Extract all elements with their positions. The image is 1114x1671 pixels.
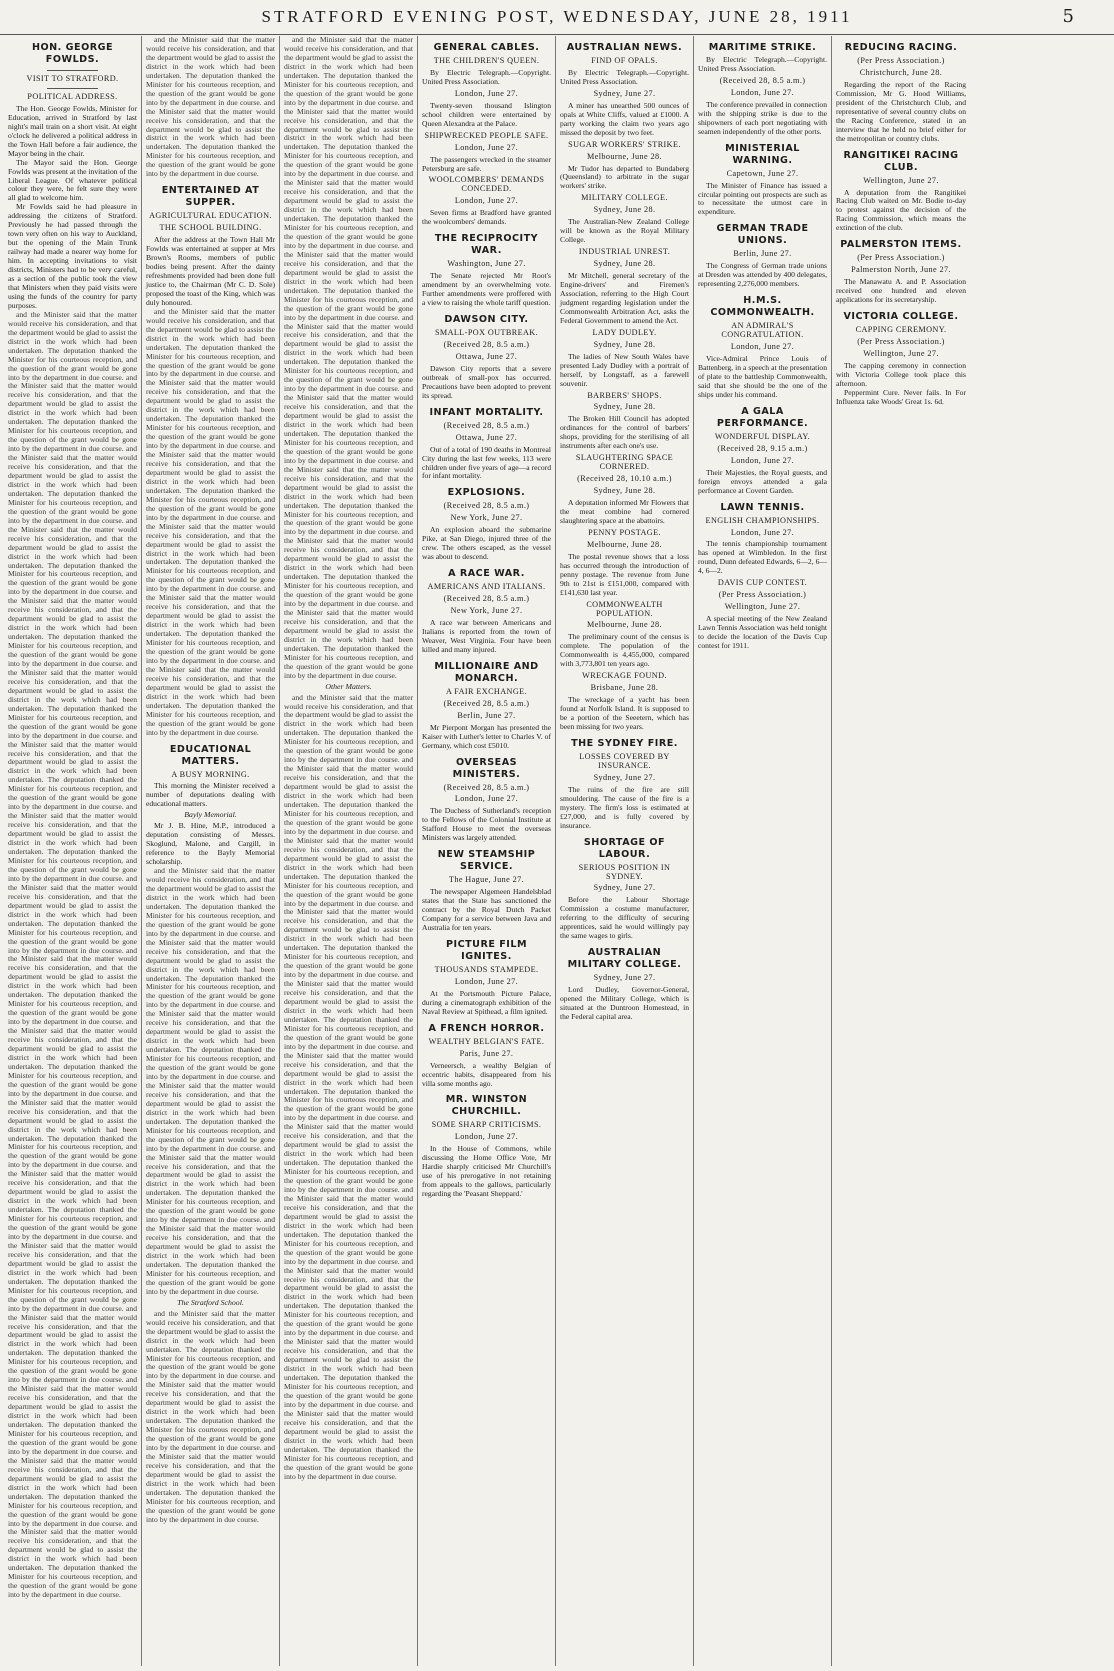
divider [47, 70, 99, 71]
dateline: London, June 27. [730, 87, 795, 97]
paragraph: This morning the Minister received a number of deputations dealing with educational matters. [146, 781, 275, 809]
headline-french: A FRENCH HORROR. [428, 1022, 545, 1034]
dateline: Sydney, June 27. [593, 88, 656, 98]
column-5 [556, 36, 694, 1666]
paragraph: The Hon. George Fowlds, Minister for Education, arrived in Stratford by last night's mail train on a short visit. At eight o'clock he delivered a political address in the Town Hall before a fair audience, the Mayor being in the chair. [8, 103, 137, 158]
received: (Received 28, 10.10 a.m.) [577, 474, 672, 484]
dateline: Paris, June 27. [459, 1048, 514, 1058]
paragraph: Mr Tudor has departed to Bundaberg (Queensland) to arbitrate in the sugar workers' strike. [560, 163, 689, 191]
subhead: POLITICAL ADDRESS. [27, 91, 118, 101]
dateline: Melbourne, June 28. [587, 539, 662, 549]
dateline: Sydney, June 28. [593, 402, 656, 412]
dateline: London, June 27. [730, 455, 795, 465]
headline-millionaire: MILLIONAIRE AND MONARCH. [434, 660, 539, 684]
dateline: Berlin, June 27. [457, 710, 516, 720]
paragraph: The Senate rejected Mr Root's amendment by an overwhelming vote. Further amendments were proffered with a view to raising the whole tariff question. [422, 271, 551, 308]
dateline: Sydney, June 27. [593, 973, 656, 983]
dateline: London, June 27. [730, 527, 795, 537]
received: (Received 28, 8.5 a.m.) [443, 501, 530, 511]
subhead: FIND OF OPALS. [591, 56, 658, 65]
credit: By Electric Telegraph.—Copyright. United Press Association. [698, 55, 827, 73]
divider [47, 88, 99, 89]
dateline: Melbourne, June 28. [587, 151, 662, 161]
subhead: VISIT TO STRATFORD. [26, 74, 119, 83]
subhead: THE SCHOOL BUILDING. [159, 223, 262, 233]
subhead: CAPPING CEREMONY. [855, 325, 947, 335]
dateline: Wellington, June 27. [863, 175, 939, 185]
received: (Received 28, 8.5 a.m.) [443, 782, 530, 792]
paragraph: A race war between Americans and Italians is reported from the town of Weaver, West Virginia. Four have been killed and many injured. [422, 617, 551, 654]
subhead: SUGAR WORKERS' STRIKE. [568, 139, 681, 149]
dateline: The Hague, June 27. [448, 875, 525, 885]
dateline: Wellington, June 27. [863, 348, 939, 358]
paragraph: Mr Mitchell, general secretary of the Engine-drivers' and Firemen's Association, referring to the High Court judgment regarding legislation under the Commonwealth Arbitration Act, asks the Federal Government to amend the Act. [560, 271, 689, 325]
subhead: WEALTHY BELGIAN'S FATE. [428, 1036, 545, 1046]
paragraph: and the Minister said that the matter would receive his consideration, and that the department would be glad to assist the district in the work which had been undertaken. The deputation thanked the Minister for his courteous reception, and the question of the grant would be gone into by the department in due course. and the Minister said that the matter would receive his consideration, and that the department would be glad to assist the district in the work which had been undertaken. The deputation thanked the Minister for his courteous reception, and the question of the grant would be gone into by the department in due course. and the Minister said that the matter would receive his consideration, and that the department would be glad to assist the district in the work which had been undertaken. The deputation thanked the Minister for his courteous reception, and the question of the grant would be gone into by the department in due course. and the Minister said that the matter would receive his consideration, and that the department would be glad to assist the district in the work which had been undertaken. The deputation thanked the Minister for his courteous reception, and the question of the grant would be gone into by the department in due course. and the Minister said that the matter would receive his consideration, and that the department would be glad to assist the district in the work which had been undertaken. The deputation thanked the Minister for his courteous reception, and the question of the grant would be gone into by the department in due course. and the Minister said that the matter would receive his consideration, and that the department would be glad to assist the district in the work which had been undertaken. The deputation thanked the Minister for his courteous reception, and the question of the grant would be gone into by the department in due course. [146, 866, 275, 1296]
dateline: London, June 27. [454, 88, 519, 98]
credit: (Per Press Association.) [857, 56, 945, 65]
paragraph: The Australian-New Zealand College will be known as the Royal Military College. [560, 217, 689, 245]
paragraph: The postal revenue shows that a loss has occurred through the introduction of penny postage. The revenue from June 9th to 21st is £151,000, compared with £141,630 last year. [560, 551, 689, 597]
paragraph: The preliminary count of the census is complete. The population of the Commonwealth is 4,455,000, compared with 3,773,801 ten years ago. [560, 632, 689, 669]
paragraph: Mr Fowlds said he had pleasure in addressing the citizens of Stratford. Previously he had passed through the town very often on his way to Auckland, but the opening of the Main Trunk railway had made a nearer way home for him. In accepting invitations to visit districts, Ministers had to be very careful, as a section of the public took the view that Ministers when they paid visits were using the funds of the country for party purposes. [8, 202, 137, 310]
subhead: SMALL-POX OUTBREAK. [434, 328, 539, 338]
headline-churchill: MR. WINSTON CHURCHILL. [445, 1094, 528, 1118]
paragraph: The Congress of German trade unions at Dresden was attended by 400 delegates, representing 2,276,000 members. [698, 261, 827, 289]
paragraph: An explosion aboard the submarine Pike, at San Diego, injured three of the crew. The others escaped, as the vessel was about to descend. [422, 525, 551, 562]
subhead: INDUSTRIAL UNREST. [578, 247, 671, 257]
paragraph: The conference prevailed in connection with the shipping strike is due to the shipowners of each port negotiating with seamen independently of the other ports. [698, 99, 827, 136]
headline-overseas: OVERSEAS MINISTERS. [452, 756, 521, 780]
masthead [0, 0, 1114, 35]
paragraph: The passengers wrecked in the steamer Petersburg are safe. [422, 154, 551, 173]
headline-racing: REDUCING RACING. [844, 42, 958, 53]
paragraph: Before the Labour Shortage Commission a costume manufacturer, referring to the difficulty of securing apprentices, said he would willingly pay the same wages to girls. [560, 895, 689, 941]
subhead: A FAIR EXCHANGE. [445, 686, 528, 696]
dateline: Washington, June 27. [447, 259, 526, 269]
paragraph: The Mayor said the Hon. George Fowlds was present at the invitation of the Liberal League. Of whatever political colour they were, he felt sure they were all glad to welcome him. [8, 157, 137, 203]
headline-infant: INFANT MORTALITY. [429, 406, 544, 418]
dateline: Sydney, June 27. [593, 883, 656, 893]
received: (Received 28, 8.5 a.m.) [719, 75, 806, 85]
headline-gala: A GALA PERFORMANCE. [716, 405, 809, 429]
subhead: SHIPWRECKED PEOPLE SAFE. [424, 130, 549, 140]
paragraph: After the address at the Town Hall Mr Fowlds was entertained at supper at Mrs Brown's Rooms, members of public bodies being present. After the dainty refreshments provided had been done full justice to, the Chairman (Mr C. D. Sole) proposed the toast of the King, which was duly honoured. [146, 235, 275, 307]
column-3 [280, 36, 418, 1666]
paragraph: Mr J. B. Hine, M.P., introduced a deputation consisting of Messrs. Skoglund, Malone, and Cargill, in reference to the Bayly Memorial scholarship. [146, 821, 275, 867]
subhead: DAVIS CUP CONTEST. [717, 578, 808, 588]
subhead: THE CHILDREN'S QUEEN. [433, 56, 540, 65]
subhead: COMMONWEALTH POPULATION. [586, 599, 663, 618]
headline-educational: EDUCATIONAL MATTERS. [169, 743, 252, 767]
paragraph: and the Minister said that the matter would receive his consideration, and that the department would be glad to assist the district in the work which had been undertaken. The deputation thanked the Minister for his courteous reception, and the question of the grant would be gone into by the department in due course. and the Minister said that the matter would receive his consideration, and that the department would be glad to assist the district in the work which had been undertaken. The deputation thanked the Minister for his courteous reception, and the question of the grant would be gone into by the department in due course. and the Minister said that the matter would receive his consideration, and that the department would be glad to assist the district in the work which had been undertaken. The deputation thanked the Minister for his courteous reception, and the question of the grant would be gone into by the department in due course. and the Minister said that the matter would receive his consideration, and that the department would be glad to assist the district in the work which had been undertaken. The deputation thanked the Minister for his courteous reception, and the question of the grant would be gone into by the department in due course. and the Minister said that the matter would receive his consideration, and that the department would be glad to assist the district in the work which had been undertaken. The deputation thanked the Minister for his courteous reception, and the question of the grant would be gone into by the department in due course. and the Minister said that the matter would receive his consideration, and that the department would be glad to assist the district in the work which had been undertaken. The deputation thanked the Minister for his courteous reception, and the question of the grant would be gone into by the department in due course. [146, 306, 275, 737]
dateline: Wellington, June 27. [724, 602, 801, 612]
subhead: A BUSY MORNING. [171, 769, 250, 779]
headline-race-war: A RACE WAR. [448, 568, 525, 580]
headline-palmerston: PALMERSTON ITEMS. [840, 239, 962, 251]
paragraph: and the Minister said that the matter would receive his consideration, and that the department would be glad to assist the district in the work which had been undertaken. The deputation thanked the Minister for his courteous reception, and the question of the grant would be gone into by the department in due course. and the Minister said that the matter would receive his consideration, and that the department would be glad to assist the district in the work which had been undertaken. The deputation thanked the Minister for his courteous reception, and the question of the grant would be gone into by the department in due course. and the Minister said that the matter would receive his consideration, and that the department would be glad to assist the district in the work which had been undertaken. The deputation thanked the Minister for his courteous reception, and the question of the grant would be gone into by the department in due course. [146, 1308, 275, 1524]
paragraph: The Minister of Finance has issued a circular pointing out prospects are such as to necessitate the utmost care in expenditure. [698, 180, 827, 217]
dateline: New York, June 27. [450, 606, 523, 616]
column-4 [418, 36, 556, 1666]
subhead: PENNY POSTAGE. [588, 527, 661, 537]
paragraph: Verneersch, a wealthy Belgian of eccentric habits, disappeared from his villa some months ago. [422, 1060, 551, 1088]
dateline: Sydney, June 28. [593, 339, 656, 349]
dateline: London, June 27. [730, 342, 795, 352]
dateline: Sydney, June 28. [593, 205, 656, 215]
paragraph: Mr Pierpont Morgan has presented the Kaiser with Luther's letter to Charles V. of Germany, which cost £5010. [422, 722, 551, 750]
paragraph: The tennis championship tournament has opened at Wimbledon. In the first round, Dunn defeated Edwards, 6—2, 6—4, 6—2. [698, 539, 827, 576]
paragraph: In the House of Commons, while discussing the Home Office Vote, Mr Hardie sharply criticised Mr Churchill's use of his prerogative in not retaining from appeals to the gallows, particularly regarding the 'Peasant Sheppard.' [422, 1144, 551, 1199]
subhead: LADY DUDLEY. [592, 327, 657, 337]
paragraph: The Duchess of Sutherland's reception to the Fellows of the Colonial Institute at Stafford House to meet the overseas Ministers was largely attended. [422, 806, 551, 843]
paragraph: and the Minister said that the matter would receive his consideration, and that the department would be glad to assist the district in the work which had been undertaken. The deputation thanked the Minister for his courteous reception, and the question of the grant would be gone into by the department in due course. and the Minister said that the matter would receive his consideration, and that the department would be glad to assist the district in the work which had been undertaken. The deputation thanked the Minister for his courteous reception, and the question of the grant would be gone into by the department in due course. and the Minister said that the matter would receive his consideration, and that the department would be glad to assist the district in the work which had been undertaken. The deputation thanked the Minister for his courteous reception, and the question of the grant would be gone into by the department in due course. and the Minister said that the matter would receive his consideration, and that the department would be glad to assist the district in the work which had been undertaken. The deputation thanked the Minister for his courteous reception, and the question of the grant would be gone into by the department in due course. and the Minister said that the matter would receive his consideration, and that the department would be glad to assist the district in the work which had been undertaken. The deputation thanked the Minister for his courteous reception, and the question of the grant would be gone into by the department in due course. and the Minister said that the matter would receive his consideration, and that the department would be glad to assist the district in the work which had been undertaken. The deputation thanked the Minister for his courteous reception, and the question of the grant would be gone into by the department in due course. and the Minister said that the matter would receive his consideration, and that the department would be glad to assist the district in the work which had been undertaken. The deputation thanked the Minister for his courteous reception, and the question of the grant would be gone into by the department in due course. and the Minister said that the matter would receive his consideration, and that the department would be glad to assist the district in the work which had been undertaken. The deputation thanked the Minister for his courteous reception, and the question of the grant would be gone into by the department in due course. and the Minister said that the matter would receive his consideration, and that the department would be glad to assist the district in the work which had been undertaken. The deputation thanked the Minister for his courteous reception, and the question of the grant would be gone into by the department in due course. [284, 36, 413, 680]
credit: By Electric Telegraph.—Copyright. United Press Association. [560, 67, 689, 86]
paragraph: The newspaper Algemeen Handelsblad states that the State has sanctioned the contract by the Royal Dutch Packet Company for a service between Java and Australia for ten years. [422, 887, 551, 932]
columns [4, 36, 1110, 1666]
column-1 [4, 36, 142, 1666]
headline-film: PICTURE FILM IGNITES. [445, 938, 528, 962]
dateline: Sydney, June 27. [593, 772, 656, 782]
headline-maritime: MARITIME STRIKE. [708, 42, 817, 53]
dateline: Sydney, June 28. [593, 486, 656, 496]
received: (Received 28, 8.5 a.m.) [443, 698, 530, 708]
paragraph: The wreckage of a yacht has been found at Norfolk Island. It is supposed to be a portion of the Seeetern, which has been missing for two years. [560, 695, 689, 731]
paragraph: At the Portsmouth Picture Palace, during a cinematograph exhibition of the Naval Review at Spithead, a film ignited. [422, 988, 551, 1016]
dateline: London, June 27. [454, 196, 519, 206]
received: (Received 28, 8.5 a.m.) [443, 594, 530, 604]
credit: (Per Press Association.) [718, 590, 807, 600]
headline-victoria: VICTORIA COLLEGE. [843, 311, 959, 323]
headline-labour: SHORTAGE OF LABOUR. [583, 836, 666, 860]
dateline: Berlin, June 27. [733, 249, 792, 259]
received: (Received 28, 9.15 a.m.) [717, 443, 808, 453]
received: (Received 28, 8.5 a.m.) [443, 339, 530, 349]
subhead: WRECKAGE FOUND. [582, 671, 667, 681]
dateline: London, June 27. [454, 1132, 519, 1142]
paragraph: Regarding the report of the Racing Commission, Mr G. Hood Williams, president of the Christchurch Club, and representative of several country clubs on the Racing Conference, stated in an interview that he held no brief either for the metropolitan or country clubs. [836, 79, 966, 143]
paragraph: Lord Dudley, Governor-General, opened the Military College, which is situated at the Duntroon Homestead, in the Federal capital area. [560, 985, 689, 1022]
headline-aus-military: AUSTRALIAN MILITARY COLLEGE. [567, 947, 682, 971]
paragraph: and the Minister said that the matter would receive his consideration, and that the department would be glad to assist the district in the work which had been undertaken. The deputation thanked the Minister for his courteous reception, and the question of the grant would be gone into by the department in due course. and the Minister said that the matter would receive his consideration, and that the department would be glad to assist the district in the work which had been undertaken. The deputation thanked the Minister for his courteous reception, and the question of the grant would be gone into by the department in due course. [146, 36, 275, 179]
credit: (Per Press Association.) [857, 253, 945, 263]
subhead: ENGLISH CHAMPIONSHIPS. [705, 515, 820, 525]
dateline: New York, June 27. [450, 513, 523, 523]
subhead: MILITARY COLLEGE. [581, 193, 668, 203]
advertisement: Peppermint Cure. Never fails. In For Influenza take Woods' Great 1s. 6d. [836, 387, 966, 406]
headline-ministerial: MINISTERIAL WARNING. [725, 142, 800, 166]
page-number: 5 [1062, 6, 1074, 27]
credit: By Electric Telegraph.—Copyright. United Press Association. [422, 67, 551, 86]
received: (Received 28, 8.5 a.m.) [443, 420, 530, 430]
subhead: The Stratford School. [177, 1297, 244, 1307]
subhead: AGRICULTURAL EDUCATION. [149, 211, 272, 221]
paragraph: A deputation informed Mr Flowers that the meat combine had cornered slaughtering space at the abattoirs. [560, 498, 689, 525]
headline-explosions: EXPLOSIONS. [447, 487, 526, 499]
paragraph: The capping ceremony in connection with Victoria College took place this afternoon. [836, 360, 966, 388]
headline-cables: GENERAL CABLES. [433, 42, 540, 53]
dateline: London, June 27. [454, 142, 519, 152]
column-7 [832, 36, 970, 1666]
paragraph: A special meeting of the New Zealand Lawn Tennis Association was held tonight to decide the location of the Davis Cup contest for 1911. [698, 614, 827, 650]
headline-rangitikei: RANGITIKEI RACING CLUB. [843, 149, 959, 173]
subhead: LOSSES COVERED BY INSURANCE. [579, 751, 670, 770]
paragraph: The ruins of the fire are still smouldering. The cause of the fire is a mystery. The firm's loss is estimated at £27,000, and is fully covered by insurance. [560, 784, 689, 830]
paragraph: and the Minister said that the matter would receive his consideration, and that the department would be glad to assist the district in the work which had been undertaken. The deputation thanked the Minister for his courteous reception, and the question of the grant would be gone into by the department in due course. and the Minister said that the matter would receive his consideration, and that the department would be glad to assist the district in the work which had been undertaken. The deputation thanked the Minister for his courteous reception, and the question of the grant would be gone into by the department in due course. and the Minister said that the matter would receive his consideration, and that the department would be glad to assist the district in the work which had been undertaken. The deputation thanked the Minister for his courteous reception, and the question of the grant would be gone into by the department in due course. and the Minister said that the matter would receive his consideration, and that the department would be glad to assist the district in the work which had been undertaken. The deputation thanked the Minister for his courteous reception, and the question of the grant would be gone into by the department in due course. and the Minister said that the matter would receive his consideration, and that the department would be glad to assist the district in the work which had been undertaken. The deputation thanked the Minister for his courteous reception, and the question of the grant would be gone into by the department in due course. and the Minister said that the matter would receive his consideration, and that the department would be glad to assist the district in the work which had been undertaken. The deputation thanked the Minister for his courteous reception, and the question of the grant would be gone into by the department in due course. and the Minister said that the matter would receive his consideration, and that the department would be glad to assist the district in the work which had been undertaken. The deputation thanked the Minister for his courteous reception, and the question of the grant would be gone into by the department in due course. and the Minister said that the matter would receive his consideration, and that the department would be glad to assist the district in the work which had been undertaken. The deputation thanked the Minister for his courteous reception, and the question of the grant would be gone into by the department in due course. and the Minister said that the matter would receive his consideration, and that the department would be glad to assist the district in the work which had been undertaken. The deputation thanked the Minister for his courteous reception, and the question of the grant would be gone into by the department in due course. and the Minister said that the matter would receive his consideration, and that the department would be glad to assist the district in the work which had been undertaken. The deputation thanked the Minister for his courteous reception, and the question of the grant would be gone into by the department in due course. and the Minister said that the matter would receive his consideration, and that the department would be glad to assist the district in the work which had been undertaken. The deputation thanked the Minister for his courteous reception, and the question of the grant would be gone into by the department in due course. [284, 692, 413, 1481]
subhead: SOME SHARP CRITICISMS. [431, 1120, 542, 1130]
subhead: BARBERS' SHOPS. [587, 390, 662, 400]
subhead: WOOLCOMBERS' DEMANDS CONCEDED. [428, 175, 545, 194]
dateline: Palmerston North, June 27. [851, 265, 951, 275]
column-6 [694, 36, 832, 1666]
headline-australian: AUSTRALIAN NEWS. [566, 42, 683, 53]
headline-tennis: LAWN TENNIS. [720, 501, 805, 513]
headline-reciprocity: THE RECIPROCITY WAR. [434, 233, 539, 257]
subhead: Other Matters. [325, 681, 372, 691]
paragraph: A miner has unearthed 500 ounces of opals at White Cliffs, valued at £1000. A party working the claim two years ago missed the deposit by two feet. [560, 100, 689, 137]
subhead: SERIOUS POSITION IN SYDNEY. [578, 862, 671, 881]
dateline: Sydney, June 28. [593, 259, 656, 269]
dateline: Christchurch, June 28. [859, 67, 943, 77]
paragraph: Dawson City reports that a severe outbreak of small-pox has occurred. Precautions have been adopted to prevent its spread. [422, 363, 551, 400]
paragraph: Their Majesties, the Royal guests, and foreign envoys attended a gala performance at Covent Garden. [698, 467, 827, 495]
dateline: Ottawa, June 27. [455, 432, 518, 442]
newspaper-title: STRATFORD EVENING POST, WEDNESDAY, JUNE 28, 1911 [261, 7, 853, 26]
paragraph: and the Minister said that the matter would receive his consideration, and that the department would be glad to assist the district in the work which had been undertaken. The deputation thanked the Minister for his courteous reception, and the question of the grant would be gone into by the department in due course. and the Minister said that the matter would receive his consideration, and that the department would be glad to assist the district in the work which had been undertaken. The deputation thanked the Minister for his courteous reception, and the question of the grant would be gone into by the department in due course. and the Minister said that the matter would receive his consideration, and that the department would be glad to assist the district in the work which had been undertaken. The deputation thanked the Minister for his courteous reception, and the question of the grant would be gone into by the department in due course. and the Minister said that the matter would receive his consideration, and that the department would be glad to assist the district in the work which had been undertaken. The deputation thanked the Minister for his courteous reception, and the question of the grant would be gone into by the department in due course. and the Minister said that the matter would receive his consideration, and that the department would be glad to assist the district in the work which had been undertaken. The deputation thanked the Minister for his courteous reception, and the question of the grant would be gone into by the department in due course. and the Minister said that the matter would receive his consideration, and that the department would be glad to assist the district in the work which had been undertaken. The deputation thanked the Minister for his courteous reception, and the question of the grant would be gone into by the department in due course. and the Minister said that the matter would receive his consideration, and that the department would be glad to assist the district in the work which had been undertaken. The deputation thanked the Minister for his courteous reception, and the question of the grant would be gone into by the department in due course. and the Minister said that the matter would receive his consideration, and that the department would be glad to assist the district in the work which had been undertaken. The deputation thanked the Minister for his courteous reception, and the question of the grant would be gone into by the department in due course. and the Minister said that the matter would receive his consideration, and that the department would be glad to assist the district in the work which had been undertaken. The deputation thanked the Minister for his courteous reception, and the question of the grant would be gone into by the department in due course. and the Minister said that the matter would receive his consideration, and that the department would be glad to assist the district in the work which had been undertaken. The deputation thanked the Minister for his courteous reception, and the question of the grant would be gone into by the department in due course. and the Minister said that the matter would receive his consideration, and that the department would be glad to assist the district in the work which had been undertaken. The deputation thanked the Minister for his courteous reception, and the question of the grant would be gone into by the department in due course. and the Minister said that the matter would receive his consideration, and that the department would be glad to assist the district in the work which had been undertaken. The deputation thanked the Minister for his courteous reception, and the question of the grant would be gone into by the department in due course. and the Minister said that the matter would receive his consideration, and that the department would be glad to assist the district in the work which had been undertaken. The deputation thanked the Minister for his courteous reception, and the question of the grant would be gone into by the department in due course. and the Minister said that the matter would receive his consideration, and that the department would be glad to assist the district in the work which had been undertaken. The deputation thanked the Minister for his courteous reception, and the question of the grant would be gone into by the department in due course. and the Minister said that the matter would receive his consideration, and that the department would be glad to assist the district in the work which had been undertaken. The deputation thanked the Minister for his courteous reception, and the question of the grant would be gone into by the department in due course. and the Minister said that the matter would receive his consideration, and that the department would be glad to assist the district in the work which had been undertaken. The deputation thanked the Minister for his courteous reception, and the question of the grant would be gone into by the department in due course. and the Minister said that the matter would receive his consideration, and that the department would be glad to assist the district in the work which had been undertaken. The deputation thanked the Minister for his courteous reception, and the question of the grant would be gone into by the department in due course. and the Minister said that the matter would receive his consideration, and that the department would be glad to assist the district in the work which had been undertaken. The deputation thanked the Minister for his courteous reception, and the question of the grant would be gone into by the department in due course. [8, 309, 137, 1600]
headline-entertained: ENTERTAINED AT SUPPER. [161, 185, 260, 209]
paragraph: A deputation from the Rangitikei Racing Club waited on Mr. Bodie to-day to protest against the decision of the Racing Commission, which means the extinction of the club. [836, 187, 966, 233]
paragraph: The ladies of New South Wales have presented Lady Dudley with a portrait of herself, by Longstaff, as a farewell souvenir. [560, 351, 689, 388]
dateline: London, June 27. [454, 794, 519, 804]
paragraph: The Broken Hill Council has adopted ordinances for the control of barbers' shops, providing for the sterilising of all instruments after each one's use. [560, 414, 689, 451]
subhead: AN ADMIRAL'S CONGRATULATION. [721, 321, 804, 340]
headline-german: GERMAN TRADE UNIONS. [716, 223, 809, 247]
dateline: Melbourne, June 28. [587, 620, 662, 630]
paragraph: Twenty-seven thousand Islington school children were entertained by Queen Alexandra at the Palace. [422, 100, 551, 128]
subhead: Bayly Memorial. [184, 810, 237, 820]
subhead: AMERICANS AND ITALIANS. [427, 582, 546, 592]
dateline: London, June 27. [454, 976, 519, 986]
dateline: Capetown, June 27. [726, 168, 799, 178]
headline-hms: H.M.S. COMMONWEALTH. [710, 295, 815, 319]
headline-steamship: NEW STEAMSHIP SERVICE. [437, 849, 536, 873]
paragraph: Vice-Admiral Prince Louis of Battenberg, in a speech at the presentation of plate to the battleship Commonwealth, said that she should be the one of the ships under his command. [698, 354, 827, 399]
headline-dawson: DAWSON CITY. [444, 314, 529, 326]
dateline: Brisbane, June 28. [590, 683, 659, 693]
subhead: THOUSANDS STAMPEDE. [434, 964, 539, 974]
paragraph: Seven firms at Bradford have granted the woolcombers' demands. [422, 208, 551, 227]
subhead: WONDERFUL DISPLAY. [714, 431, 811, 441]
subhead: SLAUGHTERING SPACE CORNERED. [575, 453, 674, 472]
column-2 [142, 36, 280, 1666]
dateline: Ottawa, June 27. [455, 351, 518, 361]
paragraph: The Manawatu A. and P. Association received one hundred and eleven applications for its secretaryship. [836, 277, 966, 305]
headline-fire: THE SYDNEY FIRE. [571, 737, 678, 749]
headline-fowlds: HON. GEORGE FOWLDS. [31, 42, 114, 65]
credit: (Per Press Association.) [857, 337, 945, 347]
paragraph: Out of a total of 190 deaths in Montreal City during the last few weeks, 113 were children under five years of age—a record for infant mortality. [422, 444, 551, 481]
